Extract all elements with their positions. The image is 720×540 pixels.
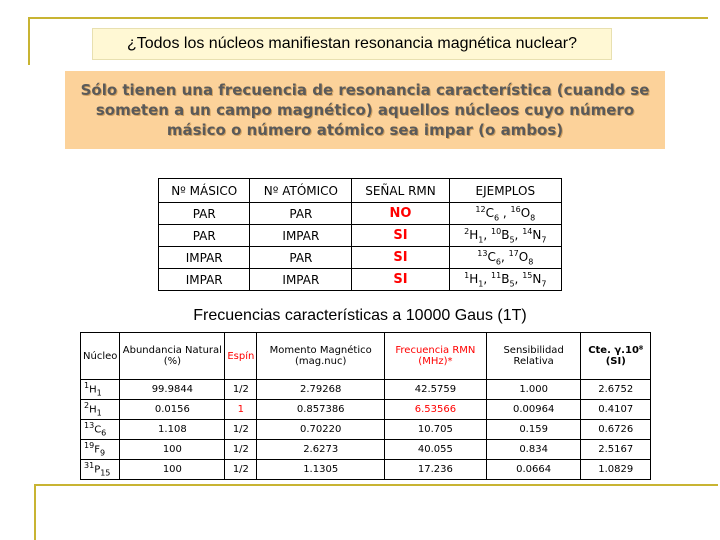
table-row	[81, 420, 651, 440]
callout-box: Sólo tienen una frecuencia de resonancia característica (cuando se someten a un campo magnético) aquellos núcleos cuyo número másico o número atómico sea impar (o ambos)	[65, 71, 665, 149]
cell-momento: 1.1305	[257, 460, 385, 480]
table-header-row	[159, 179, 562, 203]
cell-frecuencia: 40.055	[385, 440, 487, 460]
cell-cte: 2.6752	[581, 380, 651, 400]
cell-momento: 2.79268	[257, 380, 385, 400]
header-atomico: Nº ATÓMICO	[250, 179, 352, 203]
cell-sensibilidad: 0.00964	[486, 400, 581, 420]
cell-sensibilidad: 0.0664	[486, 460, 581, 480]
table-row	[159, 247, 562, 269]
table-row	[159, 225, 562, 247]
cell-atomico: IMPAR	[250, 269, 352, 291]
cell-sensibilidad: 0.834	[486, 440, 581, 460]
cell-nucleo: $^{31}P_{15}$	[81, 460, 120, 480]
frame-line-left	[28, 17, 30, 65]
frame-line-top	[28, 17, 708, 19]
header-masico: Nº MÁSICO	[159, 179, 250, 203]
cell-abundancia: 100	[120, 440, 225, 460]
cell-atomico: IMPAR	[250, 225, 352, 247]
frame-line-bottom-left	[34, 484, 36, 540]
cell-nucleo: $^1H_1$	[81, 380, 120, 400]
frame-line-bottom	[34, 484, 718, 486]
header-espin: Espín	[225, 333, 257, 380]
header-sensibilidad: Sensibilidad Relativa	[486, 333, 581, 380]
cell-masico: IMPAR	[159, 247, 250, 269]
header-senal: SEÑAL RMN	[352, 179, 449, 203]
table-row	[81, 380, 651, 400]
cell-senal: SI	[352, 247, 449, 269]
cell-sensibilidad: 0.159	[486, 420, 581, 440]
frequency-table	[80, 332, 651, 480]
table-header-row	[81, 333, 651, 380]
cell-cte: 1.0829	[581, 460, 651, 480]
cell-atomico: PAR	[250, 247, 352, 269]
cell-masico: IMPAR	[159, 269, 250, 291]
table-row	[81, 400, 651, 420]
table-row	[81, 460, 651, 480]
cell-senal: SI	[352, 269, 449, 291]
cell-ejemplos: $^1H_1$, $^{11}B_5$, $^{15}N_7$	[449, 269, 561, 291]
cell-momento: 0.70220	[257, 420, 385, 440]
cell-sensibilidad: 1.000	[486, 380, 581, 400]
cell-ejemplos: $^{12}C_6$ , $^{16}O_8$	[449, 203, 561, 225]
cell-cte: 2.5167	[581, 440, 651, 460]
header-frecuencia: Frecuencia RMN (MHz)*	[385, 333, 487, 380]
cell-abundancia: 0.0156	[120, 400, 225, 420]
cell-abundancia: 99.9844	[120, 380, 225, 400]
cell-ejemplos: $^{13}C_6$, $^{17}O_8$	[449, 247, 561, 269]
header-cte: Cte. γ.10⁸ (SI)	[581, 333, 651, 380]
slide-title: ¿Todos los núcleos manifiestan resonancia magnética nuclear?	[92, 28, 612, 60]
cell-frecuencia: 10.705	[385, 420, 487, 440]
cell-frecuencia: 42.5759	[385, 380, 487, 400]
header-nucleo: Núcleo	[81, 333, 120, 380]
cell-abundancia: 1.108	[120, 420, 225, 440]
table-row	[159, 269, 562, 291]
cell-momento: 0.857386	[257, 400, 385, 420]
cell-cte: 0.4107	[581, 400, 651, 420]
cell-senal: NO	[352, 203, 449, 225]
cell-espin: 1/2	[225, 440, 257, 460]
nmr-rule-table	[158, 178, 562, 291]
header-ejemplos: EJEMPLOS	[449, 179, 561, 203]
section-subtitle: Frecuencias características a 10000 Gaus (1T)	[193, 307, 527, 324]
cell-cte: 0.6726	[581, 420, 651, 440]
cell-nucleo: $^{13}C_6$	[81, 420, 120, 440]
cell-atomico: PAR	[250, 203, 352, 225]
table-row	[81, 440, 651, 460]
table-row	[159, 203, 562, 225]
cell-nucleo: $^{19}F_9$	[81, 440, 120, 460]
cell-masico: PAR	[159, 225, 250, 247]
header-momento: Momento Magnético (mag.nuc)	[257, 333, 385, 380]
cell-nucleo: $^2H_1$	[81, 400, 120, 420]
cell-frecuencia: 6.53566	[385, 400, 487, 420]
header-abundancia: Abundancia Natural (%)	[120, 333, 225, 380]
cell-espin: 1/2	[225, 380, 257, 400]
cell-espin: 1/2	[225, 460, 257, 480]
cell-senal: SI	[352, 225, 449, 247]
cell-masico: PAR	[159, 203, 250, 225]
cell-espin: 1/2	[225, 420, 257, 440]
cell-abundancia: 100	[120, 460, 225, 480]
cell-espin: 1	[225, 400, 257, 420]
cell-momento: 2.6273	[257, 440, 385, 460]
cell-frecuencia: 17.236	[385, 460, 487, 480]
cell-ejemplos: $^2H_1$, $^{10}B_5$, $^{14}N_7$	[449, 225, 561, 247]
